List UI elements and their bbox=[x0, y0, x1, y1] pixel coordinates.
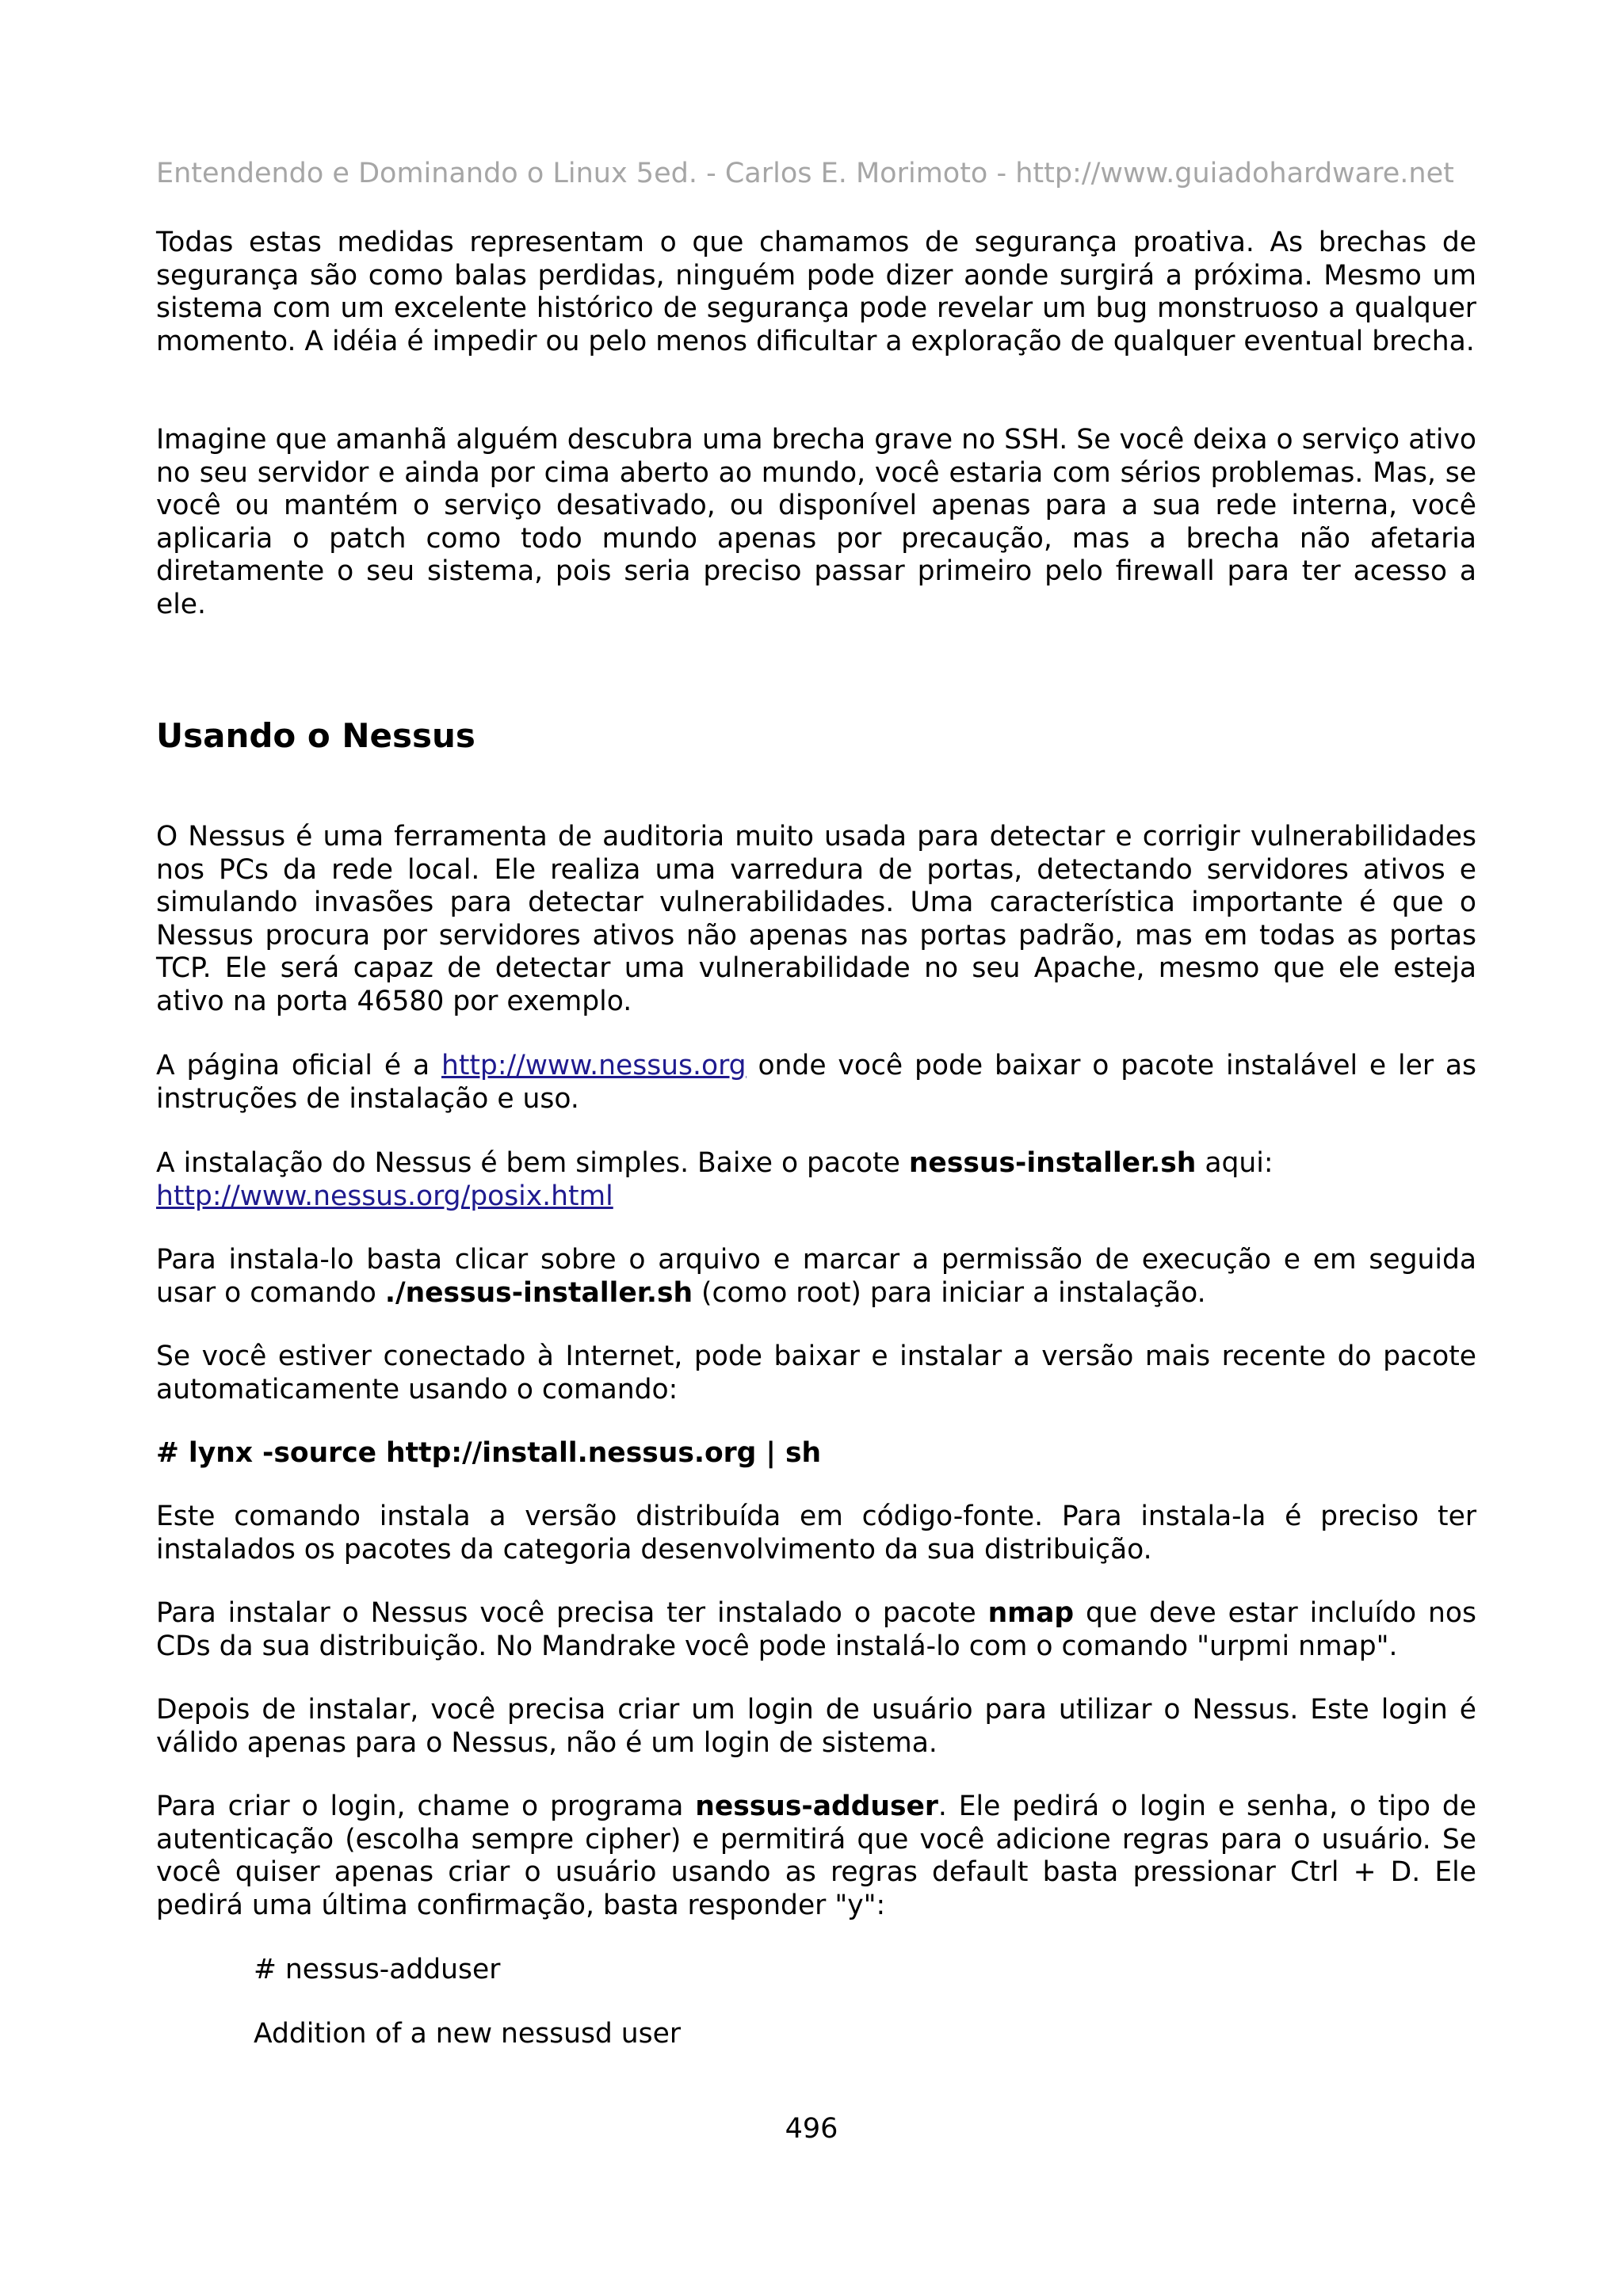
running-header: Entendendo e Dominando o Linux 5ed. - Carlos E. Morimoto - http://www.guiadohardware.net bbox=[156, 158, 1454, 189]
code-line-adduser: # nessus-adduser bbox=[254, 1954, 501, 1985]
paragraph-text: que deve estar incluído nos CDs da sua distribuição. No Mandrake você pode instalá-lo com o comando "urpmi nmap". bbox=[156, 1597, 1476, 1662]
paragraph-text: A página oficial é a bbox=[156, 1050, 441, 1081]
paragraph-internet-install: Se você estiver conectado à Internet, pode baixar e instalar a versão mais recente do pacote automaticamente usando o comando: bbox=[156, 1341, 1476, 1405]
paragraph-proactive-security: Todas estas medidas representam o que chamamos de segurança proativa. As brechas de segurança são como balas perdidas, ninguém pode dizer aonde surgirá a próxima. Mesmo um sistema com um excelente histórico de segurança pode revelar um bug monstruoso a qualquer momento. A idéia é impedir ou pelo menos dificultar a exploração de qualquer eventual brecha. bbox=[156, 227, 1476, 357]
paragraph-text: onde você pode baixar o pacote instalável e ler as instruções de instalação e uso. bbox=[156, 1050, 1476, 1115]
paragraph-text: aqui: bbox=[1196, 1147, 1274, 1179]
paragraph-text: Para criar o login, chame o programa bbox=[156, 1791, 696, 1822]
paragraph-text: A instalação do Nessus é bem simples. Baixe o pacote bbox=[156, 1147, 909, 1179]
paragraph-adduser bbox=[156, 1791, 1476, 1922]
paragraph-source-install: Este comando instala a versão distribuída em código-fonte. Para instala-la é preciso ter instalados os pacotes da categoria desenvolvimento da sua distribuição. bbox=[156, 1501, 1476, 1566]
adduser-program: nessus-adduser bbox=[695, 1791, 938, 1822]
installer-command: ./nessus-installer.sh bbox=[384, 1276, 693, 1309]
paragraph-nmap bbox=[156, 1597, 1476, 1663]
paragraph-nessus-intro: O Nessus é uma ferramenta de auditoria muito usada para detectar e corrigir vulnerabilidades nos PCs da rede local. Ele realiza uma varredura de portas, detectando servidores ativos e simulando invasões para detectar vulnerabilidades. Uma característica importante é que o Nessus procura por servidores ativos não apenas nas portas padrão, mas em todas as portas TCP. Ele será capaz de detectar uma vulnerabilidade no seu Apache, mesmo que ele esteja ativo na porta 46580 por exemplo. bbox=[156, 821, 1476, 1017]
nessus-site-link[interactable]: http://www.nessus.org bbox=[441, 1050, 747, 1081]
paragraph-official-page bbox=[156, 1050, 1476, 1116]
installer-filename: nessus-installer.sh bbox=[908, 1147, 1197, 1179]
nmap-package: nmap bbox=[987, 1597, 1075, 1629]
page-number: 496 bbox=[785, 2113, 838, 2145]
paragraph-ssh-example: Imagine que amanhã alguém descubra uma brecha grave no SSH. Se você deixa o serviço ativo no seu servidor e ainda por cima aberto ao mundo, você estaria com sérios problemas. Mas, se você ou mantém o serviço desativado, ou disponível apenas para a sua rede interna, você aplicaria o patch como todo mundo apenas por precaução, mas a brecha não afetaria diretamente o seu sistema, pois seria preciso passar primeiro pelo firewall para ter acesso a ele. bbox=[156, 424, 1476, 620]
section-heading: Usando o Nessus bbox=[156, 716, 475, 755]
paragraph-run-installer bbox=[156, 1244, 1476, 1310]
lynx-command: # lynx -source http://install.nessus.org | sh bbox=[156, 1437, 822, 1469]
code-line-addition: Addition of a new nessusd user bbox=[254, 2018, 682, 2050]
posix-download-link[interactable]: http://www.nessus.org/posix.html bbox=[156, 1180, 613, 1212]
paragraph-text: (como root) para iniciar a instalação. bbox=[693, 1276, 1206, 1309]
paragraph-text: Para instala-lo basta clicar sobre o arquivo e marcar a permissão de execução e em seguida usar o comando bbox=[156, 1244, 1476, 1309]
paragraph-installation bbox=[156, 1147, 1476, 1213]
paragraph-text: . Ele pedirá o login e senha, o tipo de autenticação (escolha sempre cipher) e permitirá que você adicione regras para o usuário. Se você quiser apenas criar o usuário usando as regras default basta pressionar Ctrl + D. Ele pedirá uma última confirmação, basta responder "y": bbox=[156, 1791, 1476, 1921]
paragraph-text: Para instalar o Nessus você precisa ter instalado o pacote bbox=[156, 1597, 988, 1629]
paragraph-user-login: Depois de instalar, você precisa criar um login de usuário para utilizar o Nessus. Este login é válido apenas para o Nessus, não é um login de sistema. bbox=[156, 1694, 1476, 1759]
